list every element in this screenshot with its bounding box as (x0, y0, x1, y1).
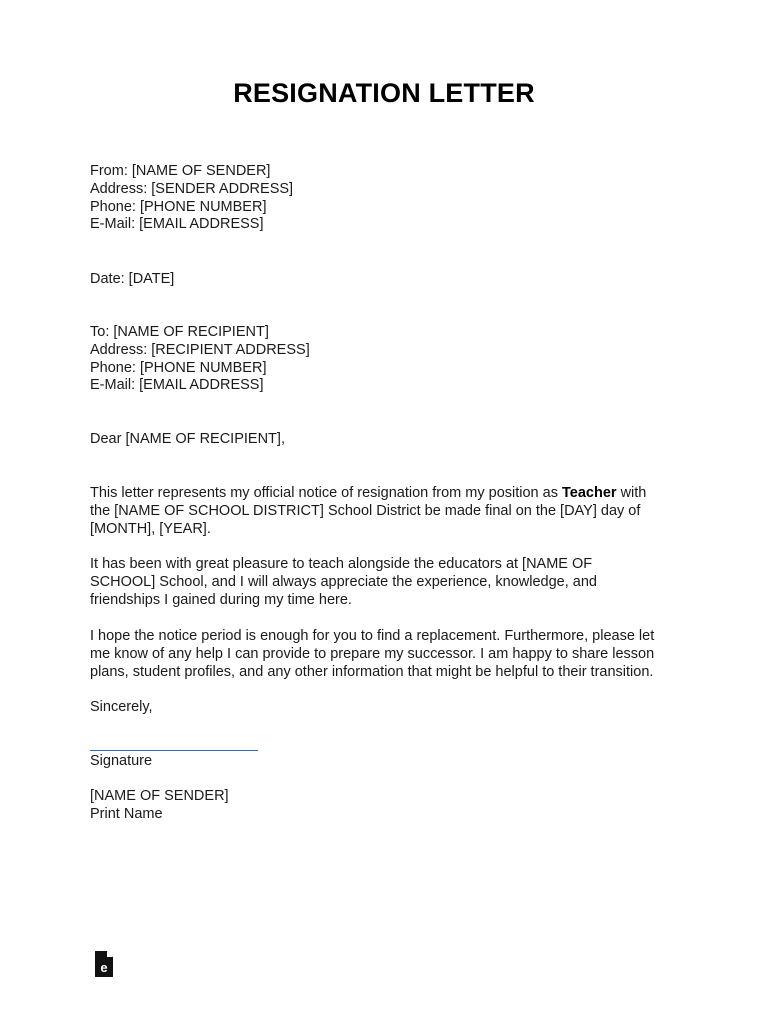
paragraph-1-text: This letter represents my official notice of resignation from my position as (90, 485, 562, 501)
paragraph-3-line-2: me know of any help I can provide to prepare my successor. I am happy to share lesson (90, 645, 655, 662)
eforms-logo-icon (93, 950, 115, 978)
sender-from: From: [NAME OF SENDER] (90, 163, 271, 179)
paragraph-3-line-1: I hope the notice period is enough for you to find a replacement. Furthermore, please let (90, 628, 655, 644)
sender-address: Address: [SENDER ADDRESS] (90, 180, 294, 197)
letter-date: Date: [DATE] (90, 271, 175, 287)
sender-email: E-Mail: [EMAIL ADDRESS] (90, 216, 264, 233)
paragraph-2 (90, 556, 688, 609)
recipient-phone: Phone: [PHONE NUMBER] (90, 359, 267, 376)
signature-label-block (90, 753, 690, 771)
paragraph-2-line-3: friendships I gained during my time here. (90, 591, 352, 608)
paragraph-3-line-3: plans, student profiles, and any other information that might be helpful to their transition. (90, 663, 654, 680)
salutation: Dear [NAME OF RECIPIENT], (90, 431, 285, 447)
sender-block (90, 163, 690, 234)
closing: Sincerely, (90, 699, 153, 715)
salutation-block (90, 431, 690, 449)
recipient-to: To: [NAME OF RECIPIENT] (90, 324, 269, 340)
date-block (90, 271, 690, 289)
sender-phone: Phone: [PHONE NUMBER] (90, 198, 267, 215)
paragraph-1 (90, 485, 688, 538)
document-title: RESIGNATION LETTER (233, 78, 535, 108)
svg-text:e: e (100, 960, 108, 975)
print-name-value: [NAME OF SENDER] (90, 788, 229, 804)
signature-line (90, 750, 258, 751)
closing-block (90, 699, 690, 717)
recipient-address: Address: [RECIPIENT ADDRESS] (90, 341, 310, 358)
paragraph-3 (90, 628, 688, 681)
recipient-email: E-Mail: [EMAIL ADDRESS] (90, 377, 264, 394)
paragraph-2-line-2: SCHOOL] School, and I will always appreciate the experience, knowledge, and (90, 573, 597, 590)
paragraph-1-line-3: [MONTH], [YEAR]. (90, 520, 211, 537)
paragraph-1-text: with (616, 485, 647, 501)
paragraph-1-line-2: the [NAME OF SCHOOL DISTRICT] School District be made final on the [DAY] day of (90, 502, 641, 519)
signature-label: Signature (90, 753, 153, 769)
paragraph-2-line-1: It has been with great pleasure to teach alongside the educators at [NAME OF (90, 556, 593, 572)
paragraph-1-line-1 (90, 485, 688, 503)
print-name-label: Print Name (90, 805, 163, 822)
position-title: Teacher (562, 485, 617, 501)
print-name-block (90, 788, 690, 824)
recipient-block (90, 324, 690, 395)
